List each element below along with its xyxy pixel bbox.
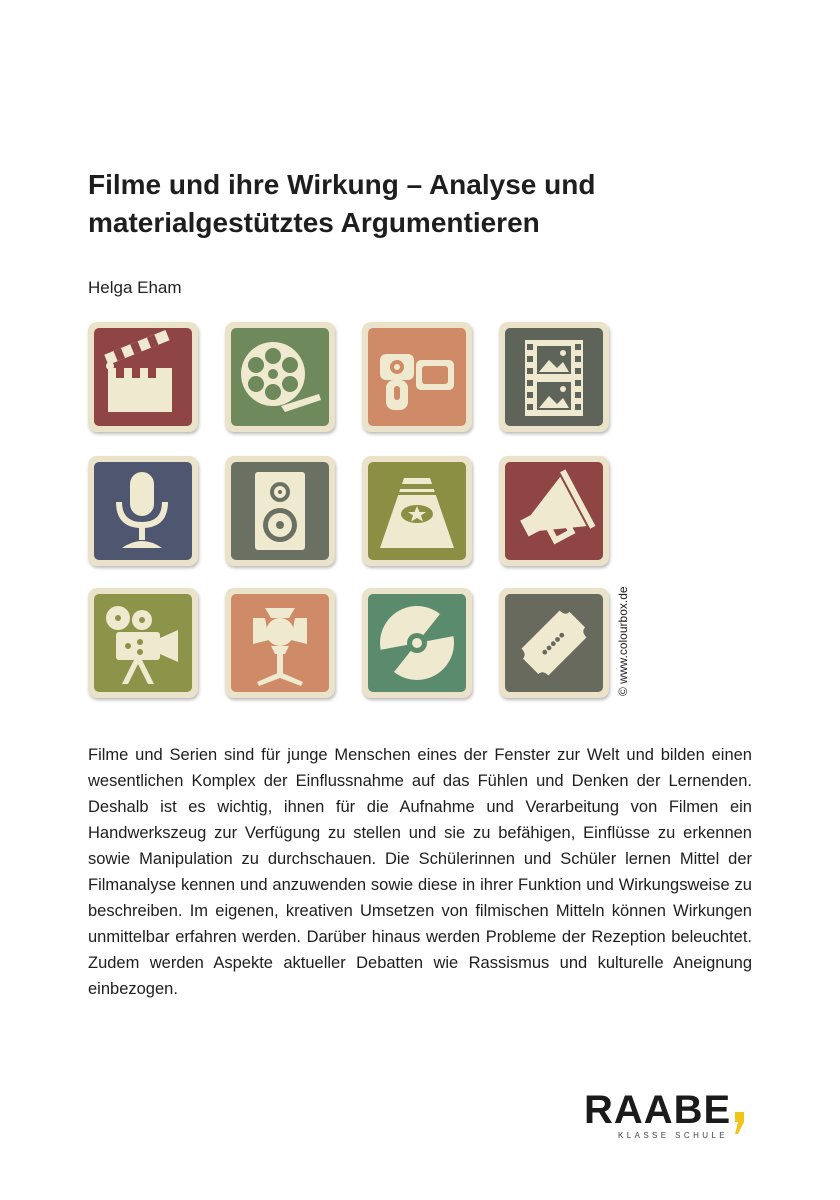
logo-wordmark: RAABE (584, 1088, 732, 1132)
tile-bg (94, 462, 192, 560)
film-strip-icon (505, 328, 603, 426)
tile-bg (368, 328, 466, 426)
logo-comma-icon (734, 1112, 744, 1134)
tile-ticket (499, 588, 609, 698)
tile-film-strip (499, 322, 609, 432)
tile-movie-projector (88, 588, 198, 698)
tile-microphone (88, 456, 198, 566)
tile-bg (505, 462, 603, 560)
video-camera-icon (368, 328, 466, 426)
author-name: Helga Eham (88, 278, 182, 297)
spotlight-icon (231, 594, 329, 692)
title-line-1: Filme und ihre Wirkung – Analyse und (88, 169, 596, 200)
document-title (88, 166, 728, 242)
logo-subline: KLASSE SCHULE (618, 1131, 729, 1140)
tile-spotlight (225, 588, 335, 698)
tile-video-camera (362, 322, 472, 432)
speaker-icon (231, 462, 329, 560)
ticket-icon (505, 594, 603, 692)
tile-bg (231, 328, 329, 426)
tile-clapperboard (88, 322, 198, 432)
title-line-2: materialgestütztes Argumentieren (88, 207, 540, 238)
tile-bg (94, 328, 192, 426)
abstract-paragraph: Filme und Serien sind für junge Menschen eines der Fenster zur Welt und bilden einen wesentlichen Komplex der Einflussnahme auf das Fühlen und Denken der Lernenden. Deshalb ist es wichtig, ihnen für die Aufnahme und Verarbeitung von Filmen ein Handwerkszeug zur Verfügung zu stellen und sie zu befähigen, Einflüsse zu erkennen sowie Manipulation zu durchschauen. Die Schülerinnen und Schüler lernen Mittel der Filmanalyse kennen und anzuwenden sowie diese in ihrer Funktion und Wirkungsweise zu beschreiben. Im eigenen, kreativen Umsetzen von filmischen Mitteln können Wirkungen unmittelbar erfahren werden. Darüber hinaus werden Probleme der Rezeption beleuchtet. Zudem werden Aspekte aktueller Debatten wie Rassismus und kulturelle Aneignung einbezogen. (88, 746, 752, 998)
megaphone-icon (505, 462, 603, 560)
tile-bg (368, 462, 466, 560)
tile-bg (505, 328, 603, 426)
tile-speaker (225, 456, 335, 566)
tile-bg (368, 594, 466, 692)
tile-megaphone (499, 456, 609, 566)
tile-star-carpet (362, 456, 472, 566)
star-carpet-icon (368, 462, 466, 560)
disc-icon (368, 594, 466, 692)
image-credit: © www.colourbox.de (616, 586, 630, 696)
microphone-icon (94, 462, 192, 560)
tile-bg (94, 594, 192, 692)
tile-bg (231, 462, 329, 560)
tile-film-reel (225, 322, 335, 432)
movie-projector-icon (94, 594, 192, 692)
film-reel-icon (231, 328, 329, 426)
clapperboard-icon (94, 328, 192, 426)
tile-disc (362, 588, 472, 698)
raabe-logo (584, 1088, 764, 1148)
tile-bg (231, 594, 329, 692)
film-icon-grid (88, 322, 613, 704)
tile-bg (505, 594, 603, 692)
